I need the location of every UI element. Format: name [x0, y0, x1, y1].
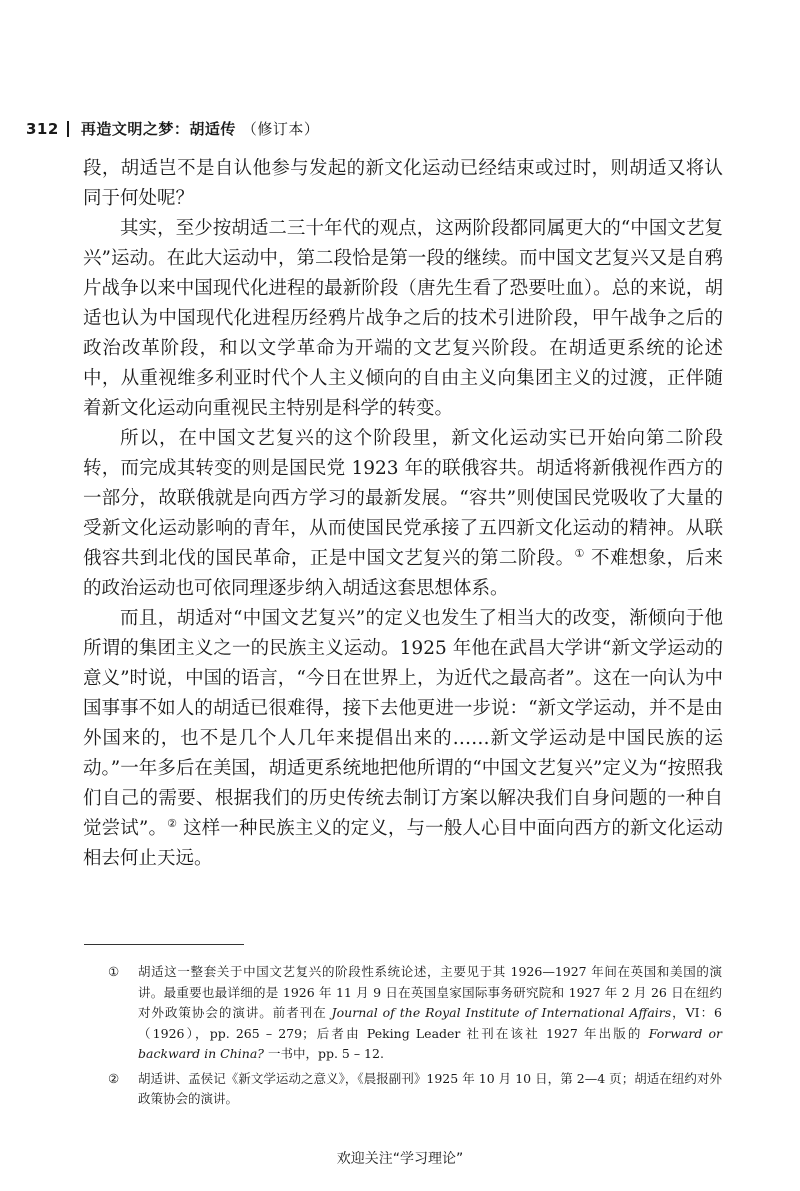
footnote-mark: ② — [108, 1070, 120, 1086]
running-header — [26, 118, 319, 139]
footnote-text: ，VI：6（1926），pp. 265 – 279；后者由 Peking Leader 社刊在该社 1927 年出版的 — [138, 1005, 722, 1041]
header-divider — [67, 121, 69, 137]
edition-label: （修订本） — [241, 120, 320, 138]
paragraph-2: 其实，至少按胡适二三十年代的观点，这两阶段都同属更大的“中国文艺复兴”运动。在此大运动中，第二段恰是第一段的继续。而中国文艺复兴又是自鸦片战争以来中国现代化进程的最新阶段（唐先生看了恐要吐血）。总的来说，胡适也认为中国现代化进程历经鸦片战争之后的技术引进阶段，甲午战争之后的政治改革阶段，和以文学革命为开端的文艺复兴阶段。在胡适更系统的论述中，从重视维多利亚时代个人主义倾向的自由主义向集团主义的过渡，正伴随着新文化运动向重视民主特别是科学的转变。 — [83, 218, 723, 419]
footnote-separator — [84, 944, 244, 945]
book-title-italic: Forward or backward in China? — [138, 1025, 722, 1061]
paragraph-1: 段，胡适岂不是自认他参与发起的新文化运动已经结束或过时，则胡适又将认同于何处呢？ — [83, 158, 723, 209]
watermark-footer: 欢迎关注“学习理论” — [336, 1151, 464, 1167]
footnote-body — [138, 962, 722, 1065]
footnote-text: 胡适讲、孟侯记《新文学运动之意义》，《晨报副刊》1925 年 10 月 10 日，第 2—4 页；胡适在纽约对外政策协会的演讲。 — [138, 1070, 722, 1106]
paragraph-4-text-b: 这样一种民族主义的定义，与一般人心目中面向西方的新文化运动相去何止天远。 — [83, 818, 723, 869]
paragraph-3 — [83, 424, 723, 604]
footnote-text: 一书中，pp. 5 – 12. — [263, 1046, 384, 1061]
paragraph-3-text-b: 不难想象，后来的政治运动也可依同理逐步纳入胡适这套思想体系。 — [83, 548, 723, 599]
paragraph-4 — [83, 604, 723, 874]
book-title: 再造文明之梦：胡适传 — [80, 120, 236, 138]
body-text — [83, 154, 723, 874]
footnote-text: 胡适这一整套关于中国文艺复兴的阶段性系统论述，主要见于其 1926—1927 年间在英国和美国的演讲。最重要也最详细的是 1926 年 11 月 9 日在英国皇家国际事务研究院和 1927 年 2 月 26 日在纽约对外政策协会的演讲。前者刊在 — [138, 964, 722, 1020]
paragraph-4-text-a: 而且，胡适对“中国文艺复兴”的定义也发生了相当大的改变，渐倾向于他所谓的集团主义之一的民族主义运动。1925 年他在武昌大学讲“新文学运动的意义”时说，中国的语言，“今日在世界上，为近代之最高者”。这在一向认为中国事事不如人的胡适已很难得，接下去他更进一步说：“新文学运动，并不是由外国来的，也不是几个人几年来提倡出来的……新文学运动是中国民族的运动。”一年多后在美国，胡适更系统地把他所谓的“中国文艺复兴”定义为“按照我们自己的需要、根据我们的历史传统去制订方案以解决我们自身问题的一种自觉尝试”。 — [83, 608, 723, 839]
footnote-2 — [108, 1069, 722, 1110]
footnote-1 — [108, 962, 722, 1065]
footnote-ref-2[interactable]: ② — [167, 816, 178, 830]
journal-title: Journal of the Royal Institute of International Affairs — [331, 1005, 672, 1020]
footnote-mark: ① — [108, 964, 120, 979]
page-number: 312 — [26, 119, 59, 138]
paragraph-3-text-a: 所以，在中国文艺复兴的这个阶段里，新文化运动实已开始向第二阶段转，而完成其转变的则是国民党 1923 年的联俄容共。胡适将新俄视作西方的一部分，故联俄就是向西方学习的最新发展。“容共”则使国民党吸收了大量的受新文化运动影响的青年，从而使国民党承接了五四新文化运动的精神。从联俄容共到北伐的国民革命，正是中国文艺复兴的第二阶段。 — [83, 428, 723, 569]
footnotes — [108, 962, 722, 1114]
footnote-ref-1[interactable]: ① — [574, 546, 585, 560]
